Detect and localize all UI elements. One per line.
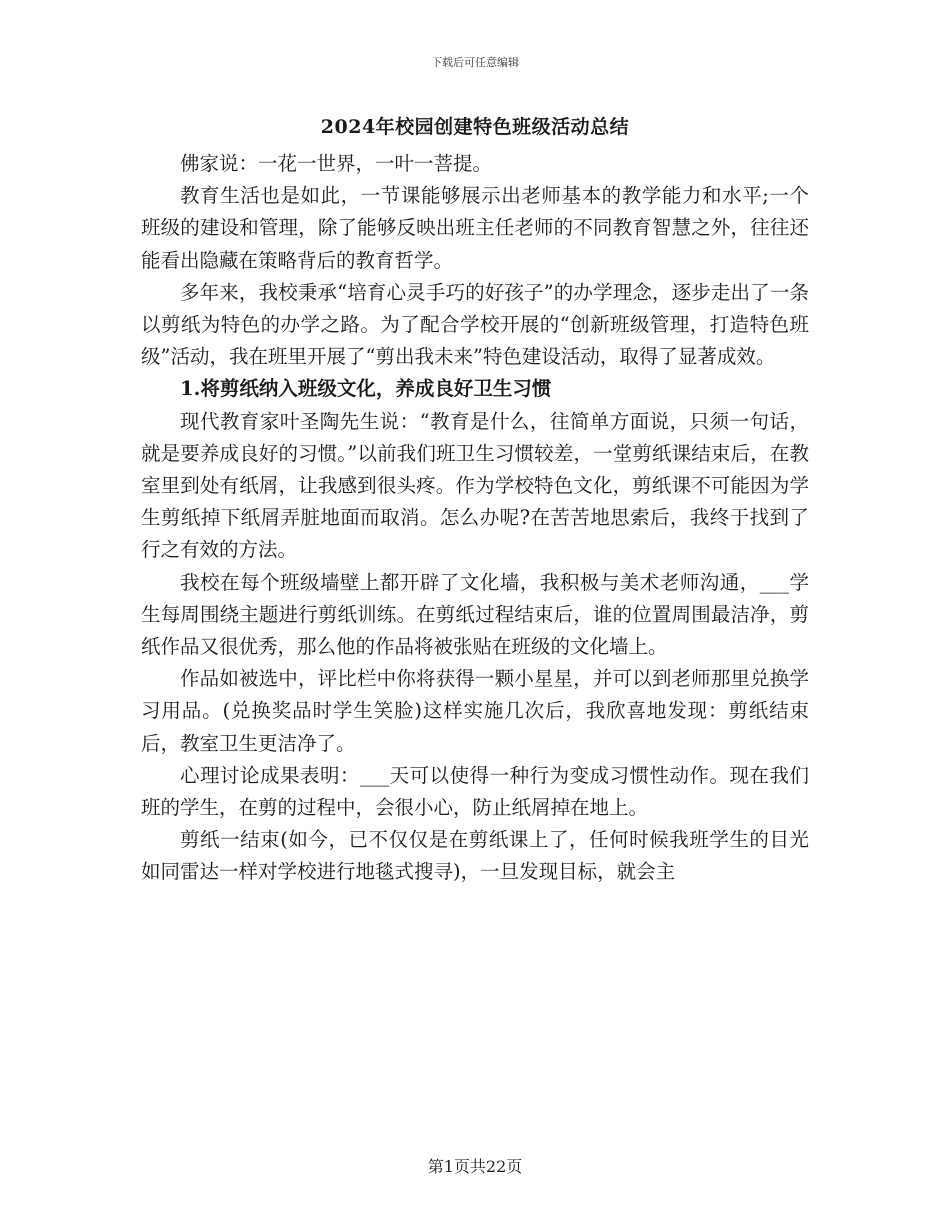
page-number: 第1页共22页 <box>427 1157 523 1176</box>
paragraph: 佛家说：一花一世界，一叶一菩提。 <box>180 152 493 175</box>
paragraph: 教育生活也是如此，一节课能够展示出老师基本的教学能力和水平;一个班级的建设和管理，除了能够反映出班主任老师的不同教育智慧之外，往往还能看出隐藏在策略背后的教育哲学。 <box>141 184 809 272</box>
paragraph: 剪纸一结束(如今，已不仅仅是在剪纸课上了，任何时候我班学生的目光如同雷达一样对学校进行地毯式搜寻)，一旦发现目标，就会主 <box>141 828 809 884</box>
paragraph: 作品如被选中，评比栏中你将获得一颗小星星，并可以到老师那里兑换学习用品。(兑换奖品时学生笑脸)这样实施几次后，我欣喜地发现：剪纸结束后，教室卫生更洁净了。 <box>141 667 809 755</box>
paragraph: 多年来，我校秉承“培育心灵手巧的好孩子”的办学理念，逐步走出了一条以剪纸为特色的办学之路。为了配合学校开展的“创新班级管理，打造特色班级”活动，我在班里开展了“剪出我未来”特色建设活动，取得了显著成效。 <box>141 280 809 369</box>
paragraph: 我校在每个班级墙壁上都开辟了文化墙，我积极与美术老师沟通，___学生每周围绕主题进行剪纸训练。在剪纸过程结束后，谁的位置周围最洁净，剪纸作品又很优秀，那么他的作品将被张贴在班级的文化墙上。 <box>141 570 809 659</box>
paragraph: 现代教育家叶圣陶先生说：“教育是什么，往简单方面说，只须一句话，就是要养成良好的习惯。”以前我们班卫生习惯较差，一堂剪纸课结束后，在教室里到处有纸屑，让我感到很头疼。作为学校特色文化，剪纸课不可能因为学生剪纸掉下纸屑弄脏地面而取消。怎么办呢?在苦苦地思索后，我终于找到了行之有效的方法。 <box>141 409 809 562</box>
paragraph: 心理讨论成果表明：___天可以使得一种行为变成习惯性动作。现在我们班的学生，在剪的过程中，会很小心，防止纸屑掉在地上。 <box>141 763 809 820</box>
document-title: 2024年校园创建特色班级活动总结 <box>320 116 630 138</box>
header-note: 下载后可任意编辑 <box>431 56 519 69</box>
section-heading: 1.将剪纸纳入班级文化，养成良好卫生习惯 <box>180 377 552 401</box>
document-body <box>141 148 809 889</box>
